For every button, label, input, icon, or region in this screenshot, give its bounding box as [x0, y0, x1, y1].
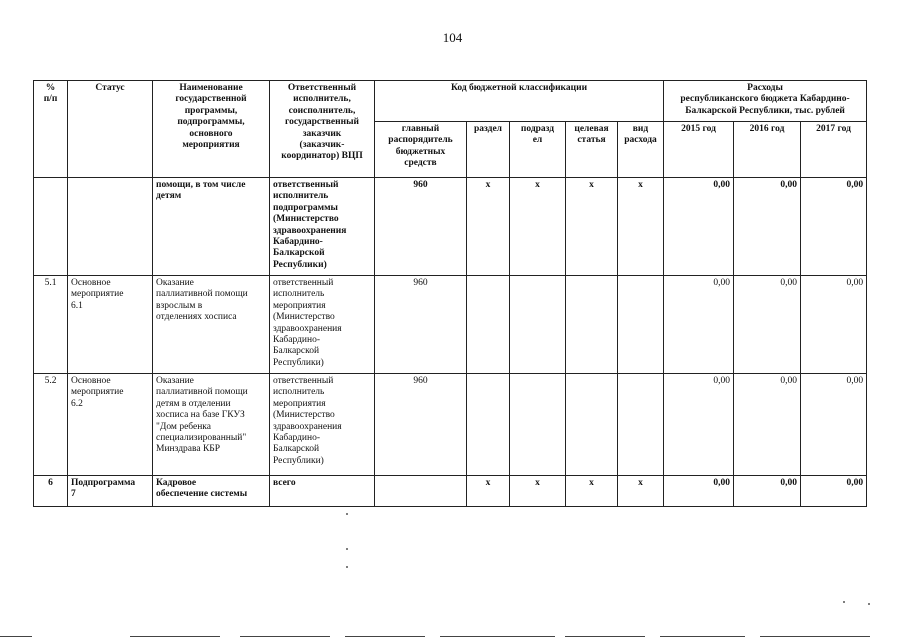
cell-executor: ответственный исполнитель мероприятия (Министерство здравоохранения Кабардино- Балкарской Республики) [270, 374, 375, 476]
cell-name: Кадровое обеспечение системы [153, 476, 270, 507]
cell-2016: 0,00 [734, 476, 801, 507]
header-target-item: целевая статья [566, 122, 618, 178]
cell-expense-type [618, 276, 664, 374]
scan-line [240, 636, 330, 637]
cell-num: 5.2 [34, 374, 68, 476]
cell-expense-type: х [618, 476, 664, 507]
header-grbs: главный распорядитель бюджетных средств [375, 122, 467, 178]
cell-name: Оказание паллиативной помощи взрослым в отделениях хосписа [153, 276, 270, 374]
scan-speck [346, 548, 348, 550]
header-kbk-group: Код бюджетной классификации [375, 81, 664, 122]
scan-speck [346, 513, 348, 515]
header-expenses-group: Расходы республиканского бюджета Кабардино- Балкарской Республики, тыс. рублей [664, 81, 867, 122]
cell-status [68, 178, 153, 276]
table-row [34, 374, 867, 476]
scan-speck [868, 603, 870, 605]
cell-grbs [375, 476, 467, 507]
budget-table [33, 80, 867, 507]
cell-subsection: х [510, 178, 566, 276]
cell-executor: ответственный исполнитель подпрограммы (Министерство здравоохранения Кабардино- Балкарской Республики) [270, 178, 375, 276]
cell-2016: 0,00 [734, 374, 801, 476]
cell-subsection [510, 276, 566, 374]
scan-line [565, 636, 645, 637]
cell-target-item: х [566, 476, 618, 507]
cell-num [34, 178, 68, 276]
cell-name: помощи, в том числе детям [153, 178, 270, 276]
cell-2015: 0,00 [664, 178, 734, 276]
header-2015: 2015 год [664, 122, 734, 178]
cell-name: Оказание паллиативной помощи детям в отделении хосписа на базе ГКУЗ "Дом ребенка специализированный" Минздрава КБР [153, 374, 270, 476]
header-name: Наименование государственной программы, подпрограммы, основного мероприятия [153, 81, 270, 178]
cell-2017: 0,00 [801, 374, 867, 476]
cell-grbs: 960 [375, 276, 467, 374]
cell-status: Основное мероприятие 6.1 [68, 276, 153, 374]
cell-num: 6 [34, 476, 68, 507]
cell-2015: 0,00 [664, 374, 734, 476]
table-row [34, 476, 867, 507]
table-row [34, 276, 867, 374]
header-row-1 [34, 81, 867, 122]
cell-grbs: 960 [375, 374, 467, 476]
cell-num: 5.1 [34, 276, 68, 374]
scan-line [660, 636, 745, 637]
cell-2016: 0,00 [734, 178, 801, 276]
cell-subsection [510, 374, 566, 476]
cell-target-item [566, 276, 618, 374]
cell-2017: 0,00 [801, 178, 867, 276]
cell-section: х [467, 178, 510, 276]
header-section: раздел [467, 122, 510, 178]
scan-line [0, 636, 32, 637]
cell-2015: 0,00 [664, 276, 734, 374]
cell-subsection: х [510, 476, 566, 507]
cell-target-item: х [566, 178, 618, 276]
cell-status: Основное мероприятие 6.2 [68, 374, 153, 476]
cell-section [467, 374, 510, 476]
table-row [34, 178, 867, 276]
cell-expense-type [618, 374, 664, 476]
header-num: % п/п [34, 81, 68, 178]
scan-line [345, 636, 425, 637]
header-2017: 2017 год [801, 122, 867, 178]
header-status: Статус [68, 81, 153, 178]
header-executor: Ответственный исполнитель, соисполнитель, государственный заказчик (заказчик- координатор) ВЦП [270, 81, 375, 178]
scan-speck [346, 566, 348, 568]
header-2016: 2016 год [734, 122, 801, 178]
cell-2016: 0,00 [734, 276, 801, 374]
cell-status: Подпрограмма 7 [68, 476, 153, 507]
header-expense-type: вид расхода [618, 122, 664, 178]
cell-executor: ответственный исполнитель мероприятия (Министерство здравоохранения Кабардино- Балкарской Республики) [270, 276, 375, 374]
scan-line [130, 636, 220, 637]
cell-2017: 0,00 [801, 276, 867, 374]
cell-expense-type: х [618, 178, 664, 276]
scan-line [440, 636, 555, 637]
scan-line [760, 636, 870, 637]
cell-executor: всего [270, 476, 375, 507]
cell-grbs: 960 [375, 178, 467, 276]
cell-2015: 0,00 [664, 476, 734, 507]
page-number: 104 [442, 30, 463, 45]
cell-target-item [566, 374, 618, 476]
cell-section [467, 276, 510, 374]
cell-section: х [467, 476, 510, 507]
cell-2017: 0,00 [801, 476, 867, 507]
scan-speck [843, 601, 845, 603]
header-subsection: подразд ел [510, 122, 566, 178]
